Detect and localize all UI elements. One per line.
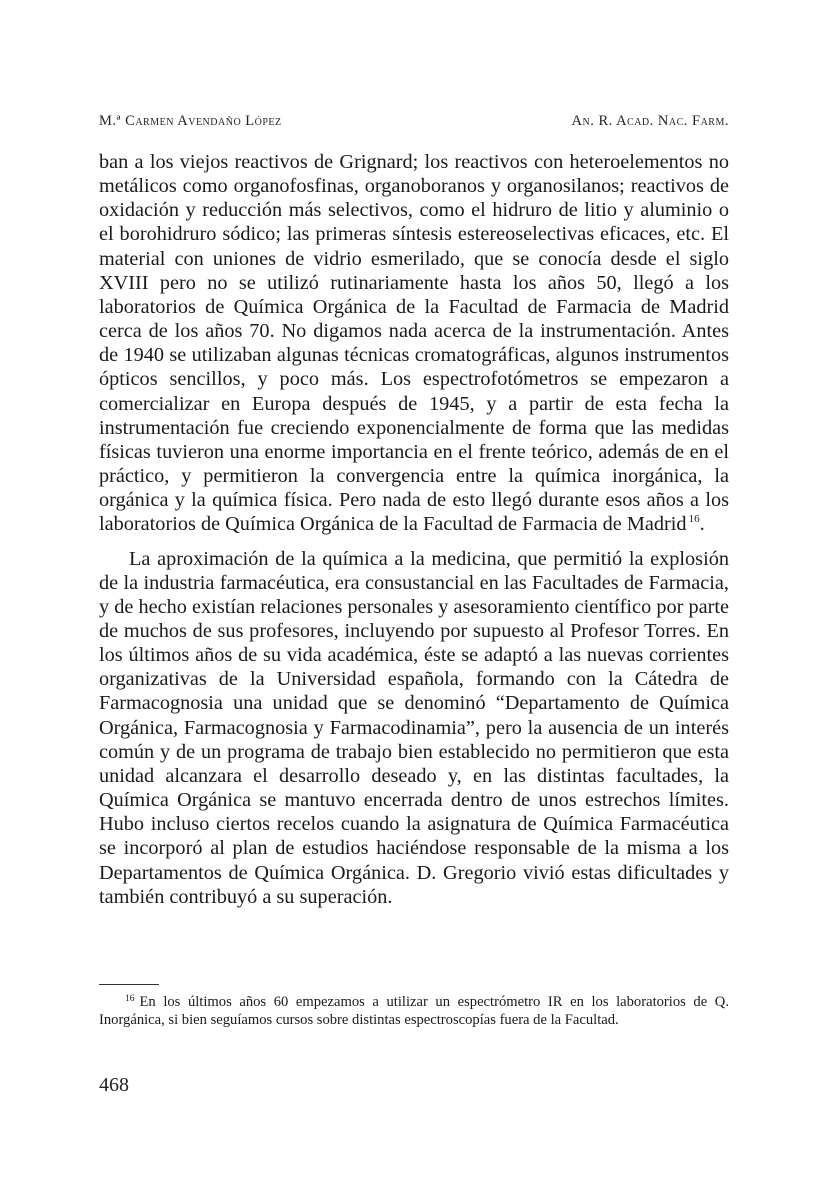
body-text — [99, 150, 729, 909]
footnote-divider — [99, 984, 159, 985]
header-journal: An. R. Acad. Nac. Farm. — [571, 113, 729, 129]
paragraph-2: La aproximación de la química a la medicina, que permitió la explosión de la industria farmacéutica, era consustancial en las Facultades de Farmacia, y de hecho existían relaciones personales y asesoramiento científico por parte de muchos de sus profesores, incluyendo por supuesto al Profesor Torres. En los últimos años de su vida académica, éste se adaptó a las nuevas corrientes organizativas de la Universidad española, formando con la Cátedra de Farmacognosia una unidad que se denominó “Departamento de Química Orgánica, Farmacognosia y Farmacodinamia”, pero la ausencia de un interés común y de un programa de trabajo bien establecido no permitieron que esta unidad alcanzara el desarrollo deseado y, en las distintas facultades, la Química Orgánica se mantuvo encerrada dentro de unos estrechos límites. Hubo incluso ciertos recelos cuando la asignatura de Química Farmacéutica se incorporó al plan de estudios haciéndose responsable de la misma a los Departamentos de Química Orgánica. D. Gregorio vivió estas dificultades y también contribuyó a su superación. — [99, 547, 729, 908]
footnote-number: 16 — [125, 994, 135, 1004]
paragraph-1-end: . — [699, 513, 705, 536]
running-header — [99, 113, 729, 130]
paragraph-1 — [99, 150, 729, 537]
footnote-text: En los últimos años 60 empezamos a utilizar un espectrómetro IR en los laboratorios de Q. Inorgánica, si bien seguíamos cursos sobre distintas espectroscopías fuera de la Facultad. — [99, 994, 729, 1028]
paragraph-1-text: ban a los viejos reactivos de Grignard; los reactivos con heteroelementos no metálicos como organofosfinas, organoboranos y organosilanos; reactivos de oxidación y reducción más selectivos, como el hidruro de litio y aluminio o el borohidruro sódico; las primeras síntesis estereoselectivas eficaces, etc. El material con uniones de vidrio esmerilado, que se conocía desde el siglo XVIII pero no se utilizó rutinariamente hasta los años 50, llegó a los laboratorios de Química Orgánica de la Facultad de Farmacia de Madrid cerca de los años 70. No digamos nada acerca de la instrumentación. Antes de 1940 se utilizaban algunas técnicas cromatográficas, algunos instrumentos ópticos sencillos, y poco más. Los espectrofotómetros se empezaron a comercializar en Europa después de 1945, y a partir de esta fecha la instrumentación fue creciendo exponencialmente de forma que las medidas físicas tuvieron una enorme importancia en el frente teórico, además de en el práctico, y permitieron la convergencia entre la química inorgánica, la orgánica y la química física. Pero nada de esto llegó durante esos años a los laboratorios de Química Orgánica de la Facultad de Farmacia de Madrid — [99, 151, 729, 536]
header-author: M.ª Carmen Avendaño López — [99, 113, 282, 129]
footnote-reference: 16 — [688, 513, 700, 526]
footnote — [99, 993, 729, 1029]
page-number: 468 — [99, 1074, 129, 1096]
document-page — [99, 0, 729, 1200]
